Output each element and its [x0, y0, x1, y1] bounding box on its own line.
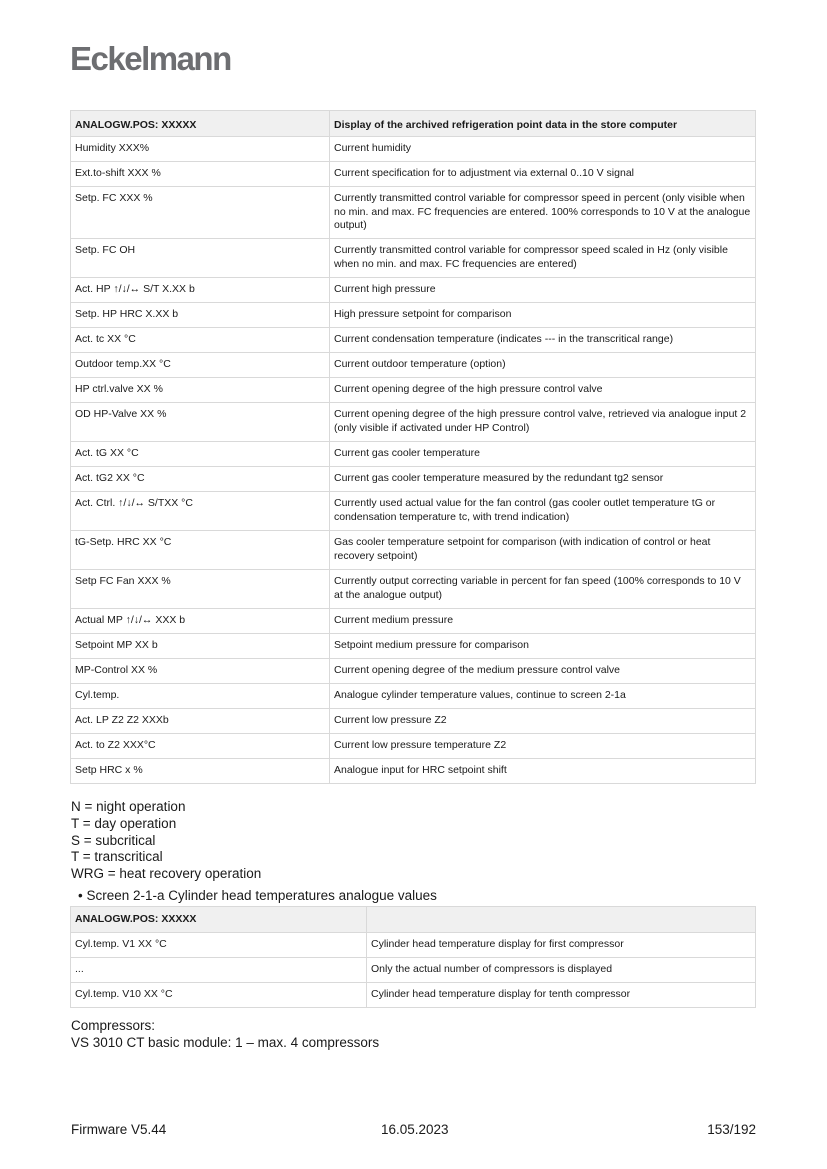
footer-date: 16.05.2023 — [381, 1122, 449, 1137]
table-row — [71, 983, 756, 1008]
cell-label: Setp. HP HRC X.XX b — [71, 303, 330, 328]
table-header-row — [71, 111, 756, 137]
cell-description: Only the actual number of compressors is displayed — [367, 958, 756, 983]
table-row — [71, 734, 756, 759]
cell-label: ... — [71, 958, 367, 983]
cell-description: Currently used actual value for the fan control (gas cooler outlet temperature tG or condensation temperature tc, with trend indication) — [330, 492, 756, 531]
header-cell-description: Display of the archived refrigeration point data in the store computer — [330, 111, 756, 137]
cell-label: Act. to Z2 XXX°C — [71, 734, 330, 759]
table-row — [71, 609, 756, 634]
cell-description: Current opening degree of the high pressure control valve — [330, 378, 756, 403]
cell-label: Cyl.temp. V10 XX °C — [71, 983, 367, 1008]
cell-description: Gas cooler temperature setpoint for comparison (with indication of control or heat recovery setpoint) — [330, 531, 756, 570]
cell-label: Setp. FC OH — [71, 239, 330, 278]
table-header-row — [71, 907, 756, 933]
table-row — [71, 531, 756, 570]
compressors-detail: VS 3010 CT basic module: 1 – max. 4 compressors — [71, 1034, 380, 1050]
cell-label: Cyl.temp. — [71, 684, 330, 709]
cell-description: Currently transmitted control variable for compressor speed in percent (only visible when no min. and max. FC frequencies are entered. 100% corresponds to 10 V at the analogue output) — [330, 187, 756, 239]
footer-page-number: 153/192 — [707, 1122, 756, 1137]
cell-description: Current humidity — [330, 137, 756, 162]
table-row — [71, 353, 756, 378]
legend-line: S = subcritical — [71, 832, 156, 848]
table-row — [71, 958, 756, 983]
cell-description: Currently output correcting variable in percent for fan speed (100% corresponds to 10 V at the analogue output) — [330, 570, 756, 609]
table-row — [71, 467, 756, 492]
cell-label: Act. LP Z2 Z2 XXXb — [71, 709, 330, 734]
cell-description: Current opening degree of the high pressure control valve, retrieved via analogue input 2 (only visible if activated under HP Control) — [330, 403, 756, 442]
table-row — [71, 162, 756, 187]
abbreviation-legend — [71, 799, 261, 883]
screen-2-1-a-bullet: • Screen 2-1-a Cylinder head temperatures analogue values — [78, 888, 437, 903]
cell-description: Setpoint medium pressure for comparison — [330, 634, 756, 659]
cell-description: Cylinder head temperature display for first compressor — [367, 933, 756, 958]
cell-label: MP-Control XX % — [71, 659, 330, 684]
table-row — [71, 492, 756, 531]
compressors-note — [71, 1018, 379, 1052]
legend-line: T = transcritical — [71, 849, 163, 865]
cell-label: Act. tG2 XX °C — [71, 467, 330, 492]
table-row — [71, 278, 756, 303]
cell-description: Current opening degree of the medium pressure control valve — [330, 659, 756, 684]
cell-label: Act. HP ↑/↓/↔ S/T X.XX b — [71, 278, 330, 303]
cylinder-temp-table — [70, 906, 756, 1008]
cell-label: Actual MP ↑/↓/↔ XXX b — [71, 609, 330, 634]
cell-label: tG-Setp. HRC XX °C — [71, 531, 330, 570]
table-row — [71, 137, 756, 162]
cell-description: High pressure setpoint for comparison — [330, 303, 756, 328]
legend-line: WRG = heat recovery operation — [71, 866, 262, 882]
legend-line: T = day operation — [71, 815, 177, 831]
cell-description: Current medium pressure — [330, 609, 756, 634]
cell-label: HP ctrl.valve XX % — [71, 378, 330, 403]
eckelmann-logo: Eckelmann — [70, 40, 231, 77]
cell-description: Current low pressure Z2 — [330, 709, 756, 734]
cell-label: Outdoor temp.XX °C — [71, 353, 330, 378]
cell-description: Analogue input for HRC setpoint shift — [330, 759, 756, 784]
table-row — [71, 303, 756, 328]
cell-label: Humidity XXX% — [71, 137, 330, 162]
cell-label: Act. Ctrl. ↑/↓/↔ S/TXX °C — [71, 492, 330, 531]
compressors-heading: Compressors: — [71, 1018, 156, 1033]
analog-values-table — [70, 110, 756, 784]
cell-description: Current gas cooler temperature measured by the redundant tg2 sensor — [330, 467, 756, 492]
header-cell-empty — [367, 907, 756, 933]
table-row — [71, 759, 756, 784]
table-row — [71, 634, 756, 659]
legend-line: N = night operation — [71, 799, 186, 814]
cell-label: Setp. FC XXX % — [71, 187, 330, 239]
cell-label: Act. tc XX °C — [71, 328, 330, 353]
cell-description: Analogue cylinder temperature values, continue to screen 2-1a — [330, 684, 756, 709]
cell-label: Setp FC Fan XXX % — [71, 570, 330, 609]
cell-label: Setpoint MP XX b — [71, 634, 330, 659]
footer-firmware: Firmware V5.44 — [71, 1122, 167, 1137]
table-row — [71, 378, 756, 403]
cell-description: Current high pressure — [330, 278, 756, 303]
cell-description: Current low pressure temperature Z2 — [330, 734, 756, 759]
cell-label: Act. tG XX °C — [71, 442, 330, 467]
table-row — [71, 709, 756, 734]
table-row — [71, 328, 756, 353]
cell-description: Cylinder head temperature display for tenth compressor — [367, 983, 756, 1008]
cell-description: Current condensation temperature (indicates --- in the transcritical range) — [330, 328, 756, 353]
header-cell-position: ANALOGW.POS: XXXXX — [71, 111, 330, 137]
table-row — [71, 659, 756, 684]
cell-description: Current specification for to adjustment via external 0..10 V signal — [330, 162, 756, 187]
cell-label: Setp HRC x % — [71, 759, 330, 784]
table-row — [71, 239, 756, 278]
header-cell-position: ANALOGW.POS: XXXXX — [71, 907, 367, 933]
cell-description: Current outdoor temperature (option) — [330, 353, 756, 378]
cell-label: Cyl.temp. V1 XX °C — [71, 933, 367, 958]
table-row — [71, 442, 756, 467]
table-row — [71, 403, 756, 442]
cell-label: OD HP-Valve XX % — [71, 403, 330, 442]
cell-description: Current gas cooler temperature — [330, 442, 756, 467]
table-row — [71, 570, 756, 609]
cell-description: Currently transmitted control variable for compressor speed scaled in Hz (only visible when no min. and max. FC frequencies are entered) — [330, 239, 756, 278]
table-row — [71, 684, 756, 709]
table-row — [71, 187, 756, 239]
table-row — [71, 933, 756, 958]
cell-label: Ext.to-shift XXX % — [71, 162, 330, 187]
